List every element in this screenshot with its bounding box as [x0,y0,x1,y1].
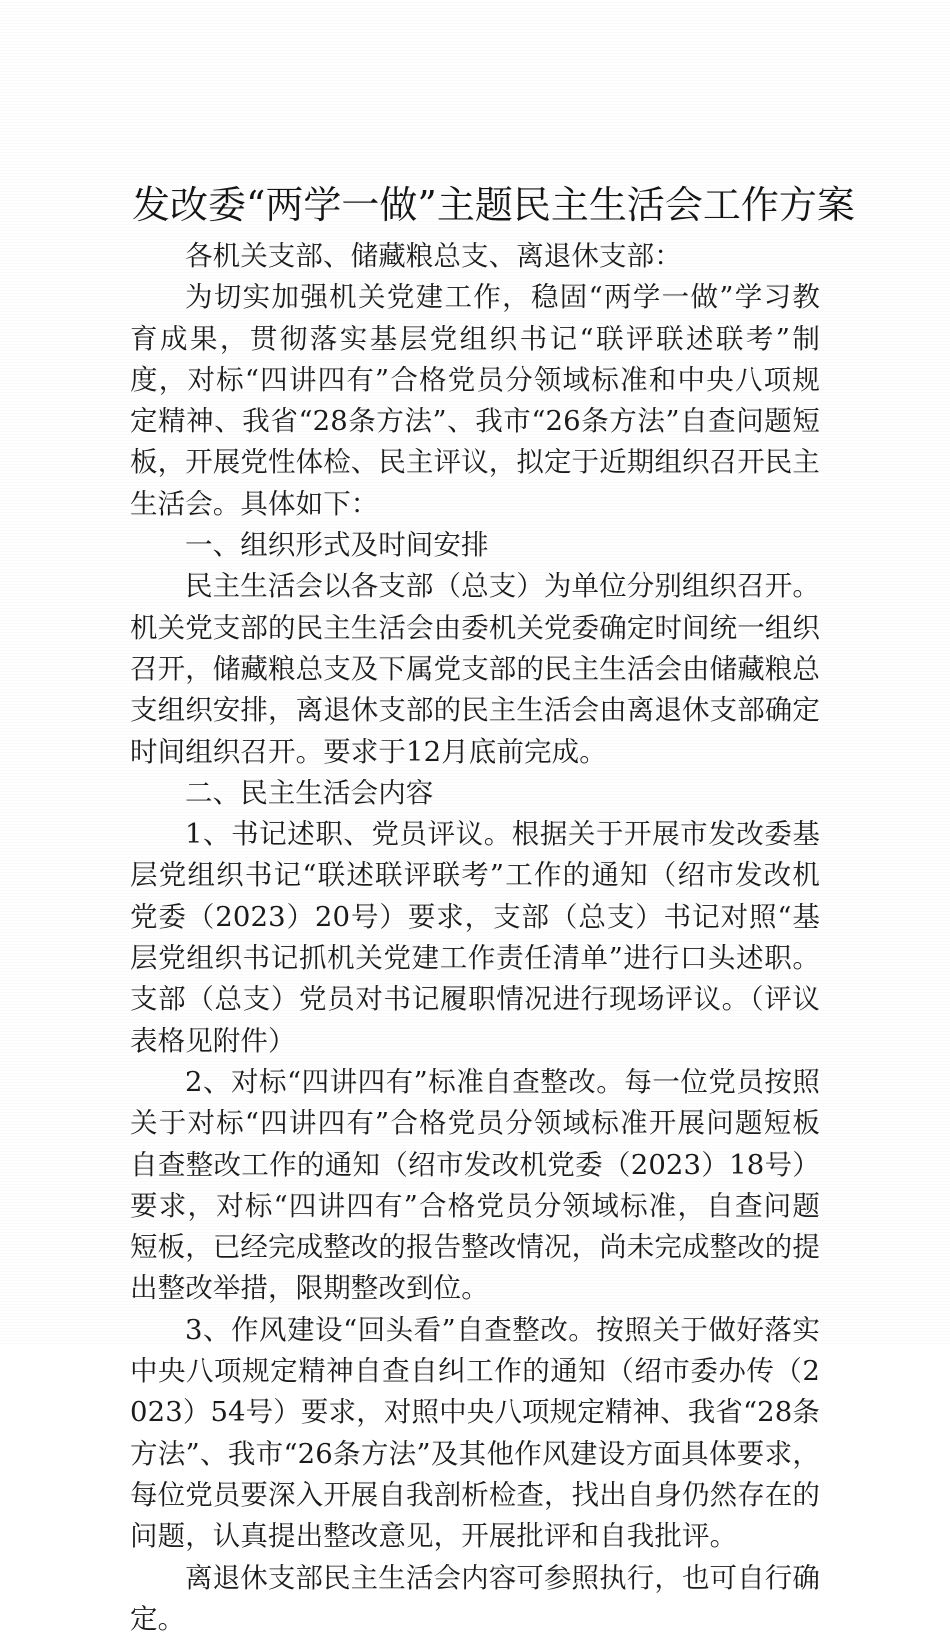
paragraph-item-3: 3、作风建设“回头看”自查整改。按照关于做好落实中央八项规定精神自查自纠工作的通知（绍市委办传（2023）54号）要求，对照中央八项规定精神、我省“28条方法”、我市“26条方法”及其他作风建设方面具体要求，每位党员要深入开展自我剖析检查，找出自身仍然存在的问题，认真提出整改意见，开展批评和自我批评。 [130,1310,820,1558]
heading-section-2: 二、民主生活会内容 [130,773,820,814]
document-body [130,236,820,1640]
paragraph-section-1-body: 民主生活会以各支部（总支）为单位分别组织召开。机关党支部的民主生活会由委机关党委确定时间统一组织召开，储藏粮总支及下属党支部的民主生活会由储藏粮总支组织安排，离退休支部的民主生活会由离退休支部确定时间组织召开。要求于12月底前完成。 [130,566,820,772]
paragraph-item-2: 2、对标“四讲四有”标准自查整改。每一位党员按照关于对标“四讲四有”合格党员分领域标准开展问题短板自查整改工作的通知（绍市发改机党委（2023）18号）要求，对标“四讲四有”合格党员分领域标准，自查问题短板，已经完成整改的报告整改情况，尚未完成整改的提出整改举措，限期整改到位。 [130,1062,820,1310]
paragraph-addressees: 各机关支部、储藏粮总支、离退休支部： [130,236,820,277]
paragraph-item-1: 1、书记述职、党员评议。根据关于开展市发改委基层党组织书记“联述联评联考”工作的通知（绍市发改机党委（2023）20号）要求，支部（总支）书记对照“基层党组织书记抓机关党建工作责任清单”进行口头述职。支部（总支）党员对书记履职情况进行现场评议。（评议表格见附件） [130,814,820,1062]
paragraph-closing: 离退休支部民主生活会内容可参照执行，也可自行确定。 [130,1558,820,1640]
heading-section-1: 一、组织形式及时间安排 [130,525,820,566]
page-title: 发改委“两学一做”主题民主生活会工作方案 [132,181,828,229]
paragraph-preamble: 为切实加强机关党建工作，稳固“两学一做”学习教育成果，贯彻落实基层党组织书记“联评联述联考”制度，对标“四讲四有”合格党员分领域标准和中央八项规定精神、我省“28条方法”、我市“26条方法”自查问题短板，开展党性体检、民主评议，拟定于近期组织召开民主生活会。具体如下： [130,277,820,525]
